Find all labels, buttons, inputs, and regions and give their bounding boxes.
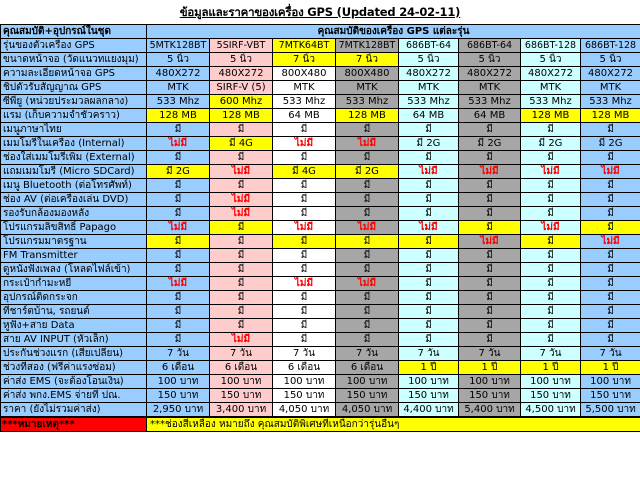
table-cell: MTK bbox=[581, 81, 640, 95]
model-name: 686BT-128 bbox=[521, 39, 581, 53]
row-label: ชิปตัวรับสัญญาณ GPS bbox=[1, 81, 147, 95]
table-cell: 100 บาท bbox=[273, 375, 336, 389]
table-cell: 7 วัน bbox=[273, 347, 336, 361]
row-label: ค่าส่ง EMS (จะต้องโอนเงิน) bbox=[1, 375, 147, 389]
table-cell: มี bbox=[399, 151, 459, 165]
table-cell: มี bbox=[581, 305, 640, 319]
row-label: โปรแกรมมาตรฐาน bbox=[1, 235, 147, 249]
row-label: โปรแกรมลิขสิทธิ์ Papago bbox=[1, 221, 147, 235]
table-row bbox=[1, 375, 640, 389]
table-row bbox=[1, 109, 640, 123]
table-cell: 128 MB bbox=[210, 109, 273, 123]
table-cell: มี bbox=[273, 333, 336, 347]
table-row bbox=[1, 67, 640, 81]
table-cell: ไม่มี bbox=[147, 137, 210, 151]
table-cell: มี bbox=[581, 319, 640, 333]
table-cell: มี bbox=[210, 249, 273, 263]
table-cell: ไม่มี bbox=[581, 235, 640, 249]
row-label: เมมโมรี่ในเครื่อง (Internal) bbox=[1, 137, 147, 151]
table-cell: ไม่มี bbox=[147, 277, 210, 291]
table-cell: มี bbox=[521, 319, 581, 333]
table-row bbox=[1, 137, 640, 151]
row-label: รองรับกล้องมองหลัง bbox=[1, 207, 147, 221]
table-cell: 64 MB bbox=[273, 109, 336, 123]
table-cell: มี bbox=[210, 221, 273, 235]
table-cell: มี bbox=[273, 151, 336, 165]
table-cell: มี bbox=[336, 193, 399, 207]
table-cell: ไม่มี bbox=[273, 137, 336, 151]
table-cell: มี bbox=[581, 277, 640, 291]
table-cell: 533 Mhz bbox=[521, 95, 581, 109]
model-row bbox=[1, 39, 640, 53]
table-cell: 533 Mhz bbox=[459, 95, 521, 109]
table-cell: มี bbox=[147, 235, 210, 249]
table-cell: มี bbox=[273, 263, 336, 277]
table-cell: MTK bbox=[147, 81, 210, 95]
table-cell: ไม่มี bbox=[521, 221, 581, 235]
row-label: ค่าส่ง พกง.EMS จ่ายที่ ปณ. bbox=[1, 389, 147, 403]
table-cell: มี bbox=[399, 123, 459, 137]
table-cell: 128 MB bbox=[336, 109, 399, 123]
table-cell: มี bbox=[273, 305, 336, 319]
table-cell: มี bbox=[147, 305, 210, 319]
table-cell: มี bbox=[336, 207, 399, 221]
table-cell: ไม่มี bbox=[210, 207, 273, 221]
table-cell: มี bbox=[459, 277, 521, 291]
table-cell: มี bbox=[336, 333, 399, 347]
table-cell: มี bbox=[459, 291, 521, 305]
table-cell: MTK bbox=[521, 81, 581, 95]
table-cell: มี 2G bbox=[336, 165, 399, 179]
table-cell: มี bbox=[147, 333, 210, 347]
model-name: 686BT-128 bbox=[581, 39, 640, 53]
table-cell: 5 นิ้ว bbox=[459, 53, 521, 67]
table-cell: มี bbox=[521, 249, 581, 263]
table-cell: 150 บาท bbox=[336, 389, 399, 403]
table-cell: 6 เดือน bbox=[210, 361, 273, 375]
table-cell: มี bbox=[521, 193, 581, 207]
table-cell: มี bbox=[521, 179, 581, 193]
table-cell: มี bbox=[581, 193, 640, 207]
table-cell: มี bbox=[399, 277, 459, 291]
row-label: เมนูภาษาไทย bbox=[1, 123, 147, 137]
table-cell: มี bbox=[273, 179, 336, 193]
table-cell: 7 วัน bbox=[399, 347, 459, 361]
table-cell: มี bbox=[581, 151, 640, 165]
table-row bbox=[1, 361, 640, 375]
table-cell: มี bbox=[521, 151, 581, 165]
table-cell: มี bbox=[399, 207, 459, 221]
table-cell: 100 บาท bbox=[336, 375, 399, 389]
table-cell: มี bbox=[147, 193, 210, 207]
table-cell: ไม่มี bbox=[459, 235, 521, 249]
table-cell: 100 บาท bbox=[459, 375, 521, 389]
table-cell: 533 Mhz bbox=[336, 95, 399, 109]
table-cell: มี 2G bbox=[581, 137, 640, 151]
table-cell: มี bbox=[273, 235, 336, 249]
table-row bbox=[1, 263, 640, 277]
table-cell: มี bbox=[273, 123, 336, 137]
table-cell: มี bbox=[147, 319, 210, 333]
table-cell: มี bbox=[581, 123, 640, 137]
table-cell: 533 Mhz bbox=[581, 95, 640, 109]
table-cell: มี bbox=[521, 235, 581, 249]
table-cell: 533 Mhz bbox=[399, 95, 459, 109]
table-cell: 533 Mhz bbox=[273, 95, 336, 109]
table-cell: 5 นิ้ว bbox=[147, 53, 210, 67]
table-cell: มี bbox=[399, 333, 459, 347]
table-cell: มี bbox=[147, 123, 210, 137]
table-cell: 5 นิ้ว bbox=[521, 53, 581, 67]
table-cell: 4,050 บาท bbox=[273, 403, 336, 417]
table-cell: 7 วัน bbox=[521, 347, 581, 361]
table-cell: 5 นิ้ว bbox=[581, 53, 640, 67]
table-cell: 128 MB bbox=[581, 109, 640, 123]
table-cell: มี bbox=[459, 263, 521, 277]
table-cell: 6 เดือน bbox=[273, 361, 336, 375]
table-cell: 150 บาท bbox=[521, 389, 581, 403]
table-cell: 1 ปี bbox=[459, 361, 521, 375]
table-cell: มี bbox=[273, 249, 336, 263]
table-cell: มี bbox=[336, 305, 399, 319]
table-cell: มี bbox=[336, 319, 399, 333]
table-cell: MTK bbox=[273, 81, 336, 95]
table-row bbox=[1, 179, 640, 193]
table-cell: มี bbox=[210, 305, 273, 319]
table-cell: 7 วัน bbox=[459, 347, 521, 361]
table-cell: 150 บาท bbox=[210, 389, 273, 403]
row-label: FM Transmitter bbox=[1, 249, 147, 263]
table-cell: มี bbox=[399, 263, 459, 277]
table-cell: มี 2G bbox=[399, 137, 459, 151]
table-cell: มี bbox=[147, 249, 210, 263]
table-row bbox=[1, 53, 640, 67]
table-cell: มี bbox=[581, 221, 640, 235]
row-label: ประกันช่วงแรก (เสียเปลี่ยน) bbox=[1, 347, 147, 361]
model-name: 5SIRF-VBT bbox=[210, 39, 273, 53]
table-cell: มี bbox=[399, 235, 459, 249]
table-cell: มี 2G bbox=[459, 137, 521, 151]
table-cell: มี bbox=[459, 151, 521, 165]
table-cell: มี bbox=[521, 277, 581, 291]
table-cell: มี bbox=[210, 277, 273, 291]
table-cell: มี bbox=[336, 151, 399, 165]
table-row bbox=[1, 277, 640, 291]
table-cell: มี bbox=[336, 291, 399, 305]
table-cell: มี bbox=[459, 305, 521, 319]
row-label: ช่องใส่เมมโมรี่เพิ่ม (External) bbox=[1, 151, 147, 165]
table-cell: 128 MB bbox=[521, 109, 581, 123]
table-cell: 480X272 bbox=[459, 67, 521, 81]
table-cell: มี bbox=[147, 291, 210, 305]
page-title: ข้อมูลและราคาของเครื่อง GPS (Updated 24-02-11) bbox=[179, 5, 461, 19]
table-cell: มี bbox=[399, 193, 459, 207]
table-cell: มี bbox=[273, 193, 336, 207]
table-cell: 100 บาท bbox=[399, 375, 459, 389]
table-cell: ไม่มี bbox=[273, 277, 336, 291]
table-cell: มี bbox=[581, 179, 640, 193]
header-row bbox=[1, 25, 640, 39]
table-cell: 533 Mhz bbox=[147, 95, 210, 109]
table-cell: มี bbox=[581, 263, 640, 277]
table-cell: มี bbox=[581, 249, 640, 263]
table-cell: มี 2G bbox=[147, 165, 210, 179]
table-cell: 800X480 bbox=[336, 67, 399, 81]
table-cell: 480X272 bbox=[521, 67, 581, 81]
table-row bbox=[1, 81, 640, 95]
row-label: อุปกรณ์ติดกระจก bbox=[1, 291, 147, 305]
table-cell: ไม่มี bbox=[521, 165, 581, 179]
table-cell: 480X272 bbox=[147, 67, 210, 81]
table-row bbox=[1, 291, 640, 305]
table-cell: มี bbox=[459, 179, 521, 193]
table-cell: 5,500 บาท bbox=[581, 403, 640, 417]
table-cell: มี bbox=[399, 319, 459, 333]
table-cell: 5 นิ้ว bbox=[210, 53, 273, 67]
table-cell: 4,500 บาท bbox=[521, 403, 581, 417]
table-cell: มี bbox=[210, 319, 273, 333]
table-cell: มี bbox=[459, 123, 521, 137]
table-cell: มี bbox=[581, 207, 640, 221]
table-cell: 1 ปี bbox=[399, 361, 459, 375]
table-cell: มี 2G bbox=[521, 137, 581, 151]
row-label: เมนู Bluetooth (ต่อโทรศัพท์) bbox=[1, 179, 147, 193]
table-cell: มี bbox=[581, 291, 640, 305]
table-row bbox=[1, 319, 640, 333]
table-row bbox=[1, 95, 640, 109]
table-cell: มี 4G bbox=[210, 137, 273, 151]
table-cell: 150 บาท bbox=[399, 389, 459, 403]
row-label: แรม (เก็บความจำชั่วคราว) bbox=[1, 109, 147, 123]
row-label: ดูหนังฟังเพลง (โหลดไฟล์เข้า) bbox=[1, 263, 147, 277]
table-row bbox=[1, 193, 640, 207]
table-cell: มี bbox=[399, 179, 459, 193]
table-cell: MTK bbox=[336, 81, 399, 95]
table-cell: 100 บาท bbox=[210, 375, 273, 389]
models-group-header: คุณสมบัติของเครื่อง GPS แต่ละรุ่น bbox=[147, 25, 640, 39]
table-cell: มี bbox=[273, 291, 336, 305]
table-cell: 6 เดือน bbox=[147, 361, 210, 375]
table-cell: มี bbox=[210, 263, 273, 277]
table-cell: 5,400 บาท bbox=[459, 403, 521, 417]
table-cell: มี bbox=[459, 249, 521, 263]
table-cell: มี bbox=[459, 207, 521, 221]
table-cell: 128 MB bbox=[147, 109, 210, 123]
table-cell: มี bbox=[336, 235, 399, 249]
table-cell: 150 บาท bbox=[581, 389, 640, 403]
row-label: รุ่นของตัวเครื่อง GPS bbox=[1, 39, 147, 53]
table-cell: MTK bbox=[399, 81, 459, 95]
table-cell: 480X272 bbox=[210, 67, 273, 81]
table-cell: ไม่มี bbox=[399, 165, 459, 179]
table-cell: มี bbox=[273, 207, 336, 221]
model-name: 7MTK64BT bbox=[273, 39, 336, 53]
table-cell: มี bbox=[147, 151, 210, 165]
table-cell: มี bbox=[521, 123, 581, 137]
row-label: ความละเอียดหน้าจอ GPS bbox=[1, 67, 147, 81]
table-cell: มี bbox=[399, 291, 459, 305]
table-cell: 4,400 บาท bbox=[399, 403, 459, 417]
table-cell: 150 บาท bbox=[147, 389, 210, 403]
table-cell: มี bbox=[210, 291, 273, 305]
table-cell: 64 MB bbox=[459, 109, 521, 123]
table-cell: มี bbox=[521, 291, 581, 305]
row-label: หูฟัง+สาย Data bbox=[1, 319, 147, 333]
table-cell: มี bbox=[336, 123, 399, 137]
table-cell: 1 ปี bbox=[581, 361, 640, 375]
table-cell: 150 บาท bbox=[459, 389, 521, 403]
table-cell: ไม่มี bbox=[336, 277, 399, 291]
row-label: ช่วงที่สอง (ฟรีค่าแรงซ่อม) bbox=[1, 361, 147, 375]
table-cell: SIRF-V (5) bbox=[210, 81, 273, 95]
table-cell: มี bbox=[147, 179, 210, 193]
table-cell: ไม่มี bbox=[459, 165, 521, 179]
table-cell: ไม่มี bbox=[581, 165, 640, 179]
table-cell: มี bbox=[459, 221, 521, 235]
model-name: 686BT-64 bbox=[399, 39, 459, 53]
table-cell: 4,050 บาท bbox=[336, 403, 399, 417]
table-row bbox=[1, 333, 640, 347]
table-row bbox=[1, 151, 640, 165]
table-cell: 7 นิ้ว bbox=[273, 53, 336, 67]
table-cell: มี bbox=[459, 333, 521, 347]
row-label: ขนาดหน้าจอ (วัดแนวทแยงมุม) bbox=[1, 53, 147, 67]
note-text: ***ช่องสีเหลือง หมายถึง คุณสมบัติพิเศษที่เหนือกว่ารุ่นอื่นๆ bbox=[147, 418, 640, 432]
table-row bbox=[1, 403, 640, 417]
table-cell: 1 ปี bbox=[521, 361, 581, 375]
table-cell: ไม่มี bbox=[399, 221, 459, 235]
table-cell: 5 นิ้ว bbox=[399, 53, 459, 67]
table-cell: มี bbox=[581, 333, 640, 347]
features-header: คุณสมบัติ+อุปกรณ์ในชุด bbox=[1, 25, 147, 39]
table-cell: 100 บาท bbox=[581, 375, 640, 389]
table-cell: 7 วัน bbox=[210, 347, 273, 361]
table-cell: ไม่มี bbox=[336, 137, 399, 151]
table-row bbox=[1, 123, 640, 137]
table-cell: 2,950 บาท bbox=[147, 403, 210, 417]
model-name: 5MTK128BT bbox=[147, 39, 210, 53]
table-row bbox=[1, 305, 640, 319]
table-cell: มี bbox=[210, 179, 273, 193]
table-row bbox=[1, 235, 640, 249]
table-row bbox=[1, 347, 640, 361]
table-cell: 7 วัน bbox=[147, 347, 210, 361]
table-cell: มี bbox=[336, 263, 399, 277]
table-cell: 100 บาท bbox=[147, 375, 210, 389]
table-cell: 64 MB bbox=[399, 109, 459, 123]
gps-comparison-table bbox=[0, 24, 640, 417]
table-cell: มี bbox=[521, 305, 581, 319]
table-cell: มี bbox=[147, 207, 210, 221]
table-cell: ไม่มี bbox=[210, 333, 273, 347]
table-cell: มี bbox=[273, 319, 336, 333]
table-cell: ไม่มี bbox=[210, 193, 273, 207]
table-cell: ไม่มี bbox=[210, 165, 273, 179]
table-cell: ไม่มี bbox=[273, 221, 336, 235]
table-cell: 600 Mhz bbox=[210, 95, 273, 109]
table-cell: ไม่มี bbox=[147, 221, 210, 235]
table-cell: 100 บาท bbox=[521, 375, 581, 389]
table-cell: มี bbox=[399, 249, 459, 263]
table-cell: มี bbox=[459, 319, 521, 333]
table-cell: 7 วัน bbox=[336, 347, 399, 361]
table-row bbox=[1, 249, 640, 263]
table-row bbox=[1, 207, 640, 221]
row-label: ช่อง AV (ต่อเครื่องเล่น DVD) bbox=[1, 193, 147, 207]
table-cell: 3,400 บาท bbox=[210, 403, 273, 417]
table-cell: มี bbox=[521, 207, 581, 221]
table-cell: มี bbox=[521, 263, 581, 277]
table-row bbox=[1, 221, 640, 235]
model-name: 686BT-64 bbox=[459, 39, 521, 53]
table-cell: มี bbox=[210, 235, 273, 249]
table-cell: มี 4G bbox=[273, 165, 336, 179]
table-cell: มี bbox=[459, 193, 521, 207]
table-cell: มี bbox=[147, 263, 210, 277]
table-row bbox=[1, 389, 640, 403]
row-label: สาย AV INPUT (หัวเล็ก) bbox=[1, 333, 147, 347]
table-cell: มี bbox=[210, 151, 273, 165]
row-label: ซีพียู (หน่วยประมวลผลกลาง) bbox=[1, 95, 147, 109]
table-cell: มี bbox=[399, 305, 459, 319]
table-cell: 800X480 bbox=[273, 67, 336, 81]
note-label: ***หมายเหตุ*** bbox=[1, 418, 147, 432]
model-name: 7MTK128BT bbox=[336, 39, 399, 53]
note-table bbox=[0, 417, 640, 432]
row-label: ราคา (ยังไม่รวมค่าส่ง) bbox=[1, 403, 147, 417]
row-label: กระเป๋ากำมะหยี่ bbox=[1, 277, 147, 291]
table-cell: มี bbox=[210, 123, 273, 137]
table-cell: มี bbox=[336, 249, 399, 263]
row-label: แถมเมมโมรี่ (Micro SDCard) bbox=[1, 165, 147, 179]
row-label: ที่ชาร์ตบ้าน, รถยนต์ bbox=[1, 305, 147, 319]
table-cell: มี bbox=[336, 179, 399, 193]
table-cell: ไม่มี bbox=[336, 221, 399, 235]
table-cell: 6 เดือน bbox=[336, 361, 399, 375]
table-cell: 480X272 bbox=[581, 67, 640, 81]
table-row bbox=[1, 165, 640, 179]
table-cell: 7 นิ้ว bbox=[336, 53, 399, 67]
table-cell: มี bbox=[521, 333, 581, 347]
table-cell: 150 บาท bbox=[273, 389, 336, 403]
table-cell: 7 วัน bbox=[581, 347, 640, 361]
table-cell: 480X272 bbox=[399, 67, 459, 81]
table-cell: MTK bbox=[459, 81, 521, 95]
